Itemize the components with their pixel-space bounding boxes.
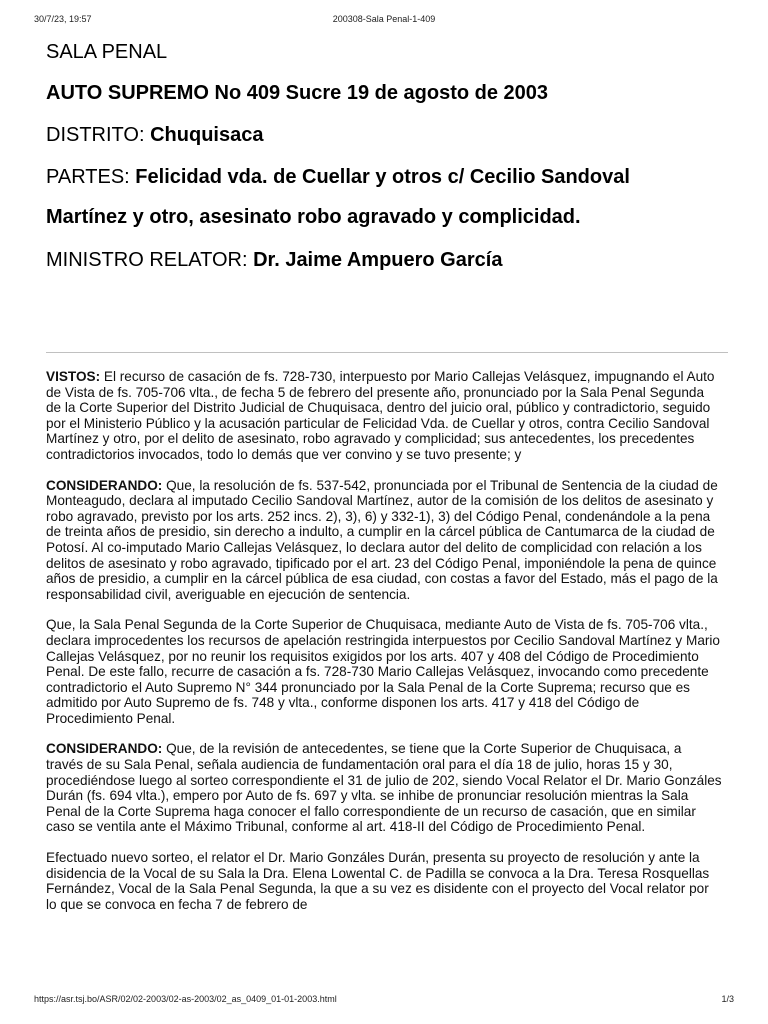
partes-continuation: Martínez y otro, asesinato robo agravado y complicidad. xyxy=(46,206,581,228)
paragraph-text: Que, la Sala Penal Segunda de la Corte Superior de Chuquisaca, mediante Auto de Vista de fs. 705-706 vlta., declara improcedentes los recursos de apelación restringida interpuestos por Cecilio Sandoval Martínez y Mario Callejas Velásquez, por no reunir los requisitos exigidos por los arts. 407 y 408 del Código de Procedimiento Penal. De este fallo, recurre de casación a fs. 728-730 Mario Callejas Velásquez, invocando como precedente contradictorio el Auto Supremo N° 344 pronunciado por la Sala Penal de la Corte Suprema; recurso que es admitido por Auto Supremo de fs. 748 y vlta., conforme disponen los arts. 417 y 418 del Código de Procedimiento Penal. xyxy=(46,617,720,726)
sala-heading: SALA PENAL xyxy=(46,41,168,63)
paragraph-vistos xyxy=(46,369,722,463)
partes-value: Felicidad vda. de Cuellar y otros c/ Cecilio Sandoval xyxy=(135,166,630,188)
paragraph-text: Que, la resolución de fs. 537-542, pronunciada por el Tribunal de Sentencia de la ciudad de Monteagudo, declara al imputado Cecilio Sandoval Martínez, autor de la comisión de los delitos de asesinato y robo agravado, previsto por los arts. 252 incs. 2), 3), 6) y 332-1), 3) del Código Penal, condenándole a la pena de treinta años de presidio, sin derecho a indulto, a cumplir en la cárcel pública de Cantumarca de la ciudad de Potosí. Al co-imputado Mario Callejas Velásquez, lo declara autor del delito de complicidad con relación a los delitos de asesinato y robo agravado, tipificado por el art. 23 del Código Penal, imponiéndole la pena de quince años de presidio, a cumplir en la cárcel pública de esa ciudad, con costas a favor del Estado, más el pago de la responsabilidad civil, averiguable en ejecución de sentencia. xyxy=(46,477,718,602)
document-content xyxy=(46,40,722,912)
partes-heading xyxy=(46,165,722,189)
paragraph-text: El recurso de casación de fs. 728-730, interpuesto por Mario Callejas Velásquez, impugnando el Auto de Vista de fs. 705-706 vlta., de fecha 5 de febrero del presente año, pronunciado por la Sala Penal Segunda de la Corte Superior del Distrito Judicial de Chuquisaca, dentro del juicio oral, público y contradictorio, seguido por el Ministerio Público y la acusación particular de Felicidad Vda. de Cuellar y otros, contra Cecilio Sandoval Martínez y otro, por el delito de asesinato, robo agravado y complicidad; sus antecedentes, los precedentes contradictorios invocados, todo lo demás que ver convino y se tuvo presente; y xyxy=(46,369,715,462)
paragraph-lead: CONSIDERANDO: xyxy=(46,477,163,493)
paragraph-text: Efectuado nuevo sorteo, el relator el Dr. Mario Gonzáles Durán, presenta su proyecto de resolución y ante la disidencia de la Vocal de su Sala la Dra. Elena Lowental C. de Padilla se convoca a la Dra. Teresa Rosquellas Fernández, Vocal de la Sala Penal Segunda, la que a su vez es disidente con el proyecto del Vocal relator por lo que se convoca en fecha 7 de febrero de xyxy=(46,850,710,912)
auto-heading xyxy=(46,81,722,105)
page-number: 1/3 xyxy=(721,994,734,1004)
paragraph-considerando-1 xyxy=(46,478,722,603)
paragraph-lead: VISTOS: xyxy=(46,369,101,384)
title-block xyxy=(46,40,722,272)
print-date: 30/7/23, 19:57 xyxy=(34,14,92,24)
distrito-heading xyxy=(46,123,722,147)
ministro-label: MINISTRO RELATOR: xyxy=(46,249,248,271)
print-footer xyxy=(34,994,734,1008)
paragraph-considerando-2 xyxy=(46,741,722,835)
paragraph-text: Que, de la revisión de antecedentes, se tiene que la Corte Superior de Chuquisaca, a través de su Sala Penal, señala audiencia de fundamentación oral para el día 18 de julio, horas 15 y 30, procediéndose luego al sorteo correspondiente el 31 de julio de 202, siendo Vocal Relator el Dr. Mario Gonzáles Durán (fs. 694 vlta.), empero por Auto de fs. 697 y vlta. se inhibe de pronunciar resolución mientras la Sala Penal de la Corte Suprema haga conocer el fallo correspondiente de un recurso de casación, que en similar caso se ventila ante el Máximo Tribunal, conforme al art. 418-II del Código de Procedimiento Penal. xyxy=(46,741,722,835)
paragraph-lead: CONSIDERANDO: xyxy=(46,741,163,757)
ministro-value: Dr. Jaime Ampuero García xyxy=(253,249,503,271)
source-url: https://asr.tsj.bo/ASR/02/02-2003/02-as-2003/02_as_0409_01-01-2003.html xyxy=(34,994,337,1004)
body-text xyxy=(46,369,722,927)
print-doc-title: 200308-Sala Penal-1-409 xyxy=(332,14,436,24)
paragraph-efectuado xyxy=(46,850,722,912)
distrito-value: Chuquisaca xyxy=(150,124,264,146)
section-divider xyxy=(46,352,728,353)
ministro-heading xyxy=(46,248,722,272)
print-header xyxy=(34,14,734,30)
auto-heading-text: AUTO SUPREMO No 409 Sucre 19 de agosto de 2003 xyxy=(46,82,549,104)
distrito-label: DISTRITO: xyxy=(46,124,145,146)
partes-label: PARTES: xyxy=(46,166,130,188)
paragraph-que xyxy=(46,617,722,726)
